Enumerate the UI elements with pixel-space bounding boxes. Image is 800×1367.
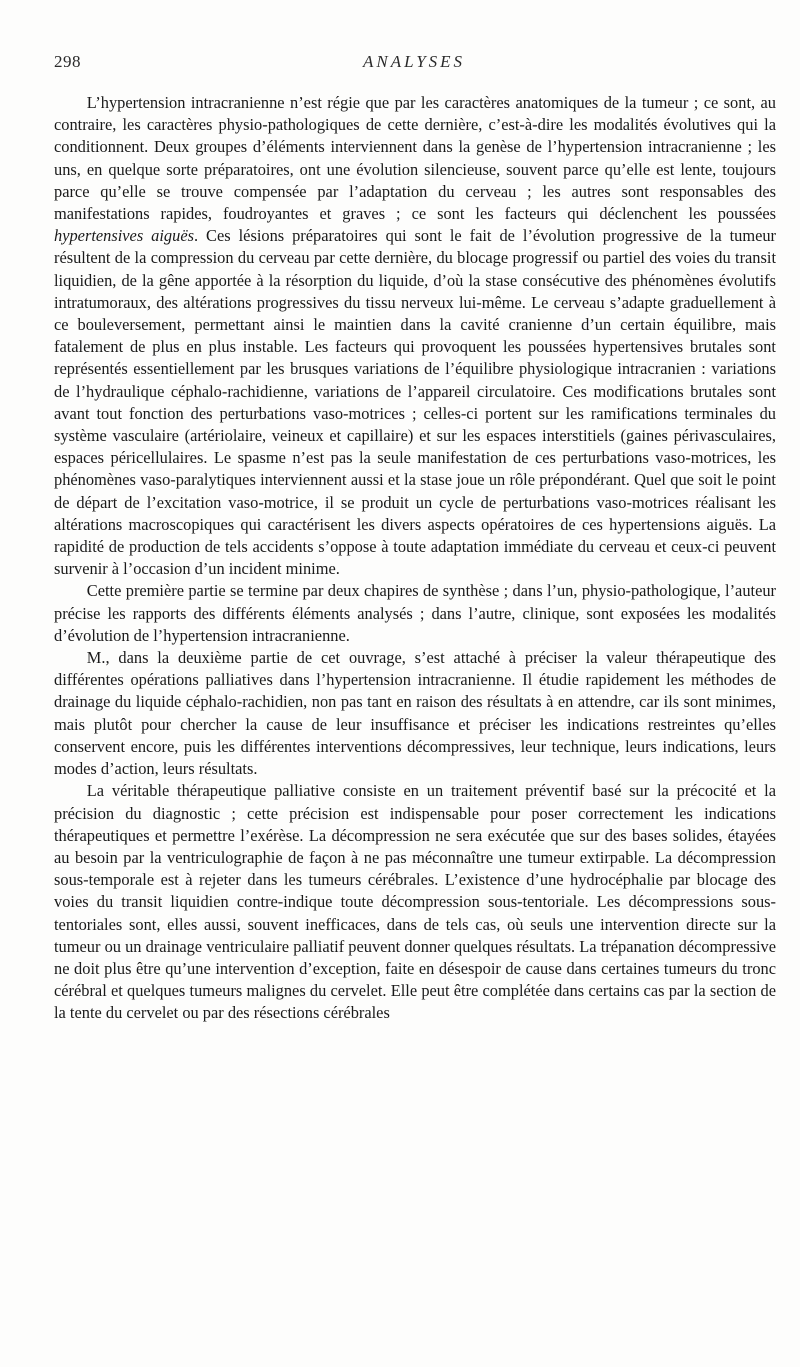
paragraph-text-start: L’hypertension intracranienne n’est régie que par les caractères anatomiques de la tumeur ; ce sont, au contraire, les caractères physio-pathologiques de cette dernière, c’est-à-dire les modalités évolutives qui la conditionnent. Deux groupes d’éléments interviennent dans la genèse de l’hypertension intracranienne ; les uns, en quelque sorte préparatoires, ont une évolution silencieuse, souvent parce qu’elle est lente, toujours parce qu’elle se trouve compensée par l’adaptation du cerveau ; les autres sont responsables des manifestations rapides, foudroyantes et graves ; ce sont les facteurs qui déclenchent les poussées (54, 93, 776, 224)
paragraph-synthesis-chapters: Cette première partie se termine par deux chapires de synthèse ; dans l’un, physio-pathologique, l’auteur précise les rapports des différents éléments analysés ; dans l’autre, clinique, sont exposées les modalités d’évolution de l’hypertension intracranienne. (54, 581, 776, 645)
running-title: ANALYSES (362, 52, 466, 71)
italic-emphasis: hypertensives aiguës (54, 226, 194, 246)
paragraph-hypertension-mechanisms (54, 92, 776, 580)
running-header (54, 52, 774, 82)
paragraph-palliative-operations: M., dans la deuxième partie de cet ouvrage, s’est attaché à préciser la valeur thérapeutique des différentes opérations palliatives dans l’hypertension intracranienne. Il étudie rapidement les méthodes de drainage du liquide céphalo-rachidien, non pas tant en raison des résultats à en attendre, car ils sont minimes, mais plutôt pour chercher la cause de leur insuffisance et préciser les indications restreintes qu’elles conservent encore, puis les différentes interventions décompressives, leur technique, leurs indications, leurs modes d’action, leurs résultats. (54, 648, 776, 779)
paragraph-text-end: . Ces lésions préparatoires qui sont le fait de l’évolution progressive de la tumeur résultent de la compression du cerveau par cette dernière, du blocage progressif ou partiel des voies du transit liquidien, de la gêne apportée à la résorption du liquide, d’où la stase consécutive des phénomènes évolutifs intratumoraux, des altérations progressives du tissu nerveux lui-même. Le cerveau s’adapte graduellement à ce bouleversement, permettant ainsi le maintien dans la cavité cranienne d’un certain équilibre, mais fatalement de plus en plus instable. Les facteurs qui provoquent les poussées hypertensives brutales sont représentés essentiellement par les brusques variations de l’équilibre physiologique intracranien : variations de l’hydraulique céphalo-rachidienne, variations de l’appareil circulatoire. Ces modifications brutales sont avant tout fonction des perturbations vaso-motrices ; celles-ci portent sur les ramifications terminales du système vasculaire (artériolaire, veineux et capillaire) et sur les espaces interstitiels (gaines périvasculaires, espaces péricellulaires. Le spasme n’est pas la seule manifestation de ces perturbations vaso-motrices, les phénomènes vaso-paralytiques interviennent aussi et la stase joue un rôle prépondérant. Quel que soit le point de départ de l’excitation vaso-motrice, il se produit un cycle de perturbations vaso-motrices réalisant les altérations macroscopiques qui caractérisent les divers aspects opératoires de ces hypertensions aiguës. La rapidité de production de tels accidents s’oppose à toute adaptation immédiate du cerveau et ceux-ci peuvent survenir à l’occasion d’un incident minime. (54, 226, 776, 579)
body-text (54, 92, 776, 1025)
page-number: 298 (54, 52, 81, 71)
paragraph-preventive-treatment: La véritable thérapeutique palliative consiste en un traitement préventif basé sur la précocité et la précision du diagnostic ; cette précision est indispensable pour poser correctement les indications thérapeutiques et permettre l’exérèse. La décompression ne sera exécutée que sur des bases solides, étayées au besoin par la ventriculographie de façon à ne pas méconnaître une tumeur extirpable. La décompression sous-temporale est à rejeter dans les tumeurs cérébrales. L’existence d’une hydrocéphalie par blocage des voies du transit liquidien contre-indique toute décompression sous-tentoriale. Les décompressions sous-tentoriales sont, elles aussi, souvent inefficaces, dans de tels cas, où seuls une intervention directe sur la tumeur ou un drainage ventriculaire palliatif peuvent donner quelques résultats. La trépanation décompressive ne doit plus être qu’une intervention d’exception, faite en désespoir de cause dans certaines tumeurs du tronc cérébral et quelques tumeurs malignes du cervelet. Elle peut être complétée dans certains cas par la section de la tente du cervelet ou par des résections cérébrales (54, 781, 776, 1023)
